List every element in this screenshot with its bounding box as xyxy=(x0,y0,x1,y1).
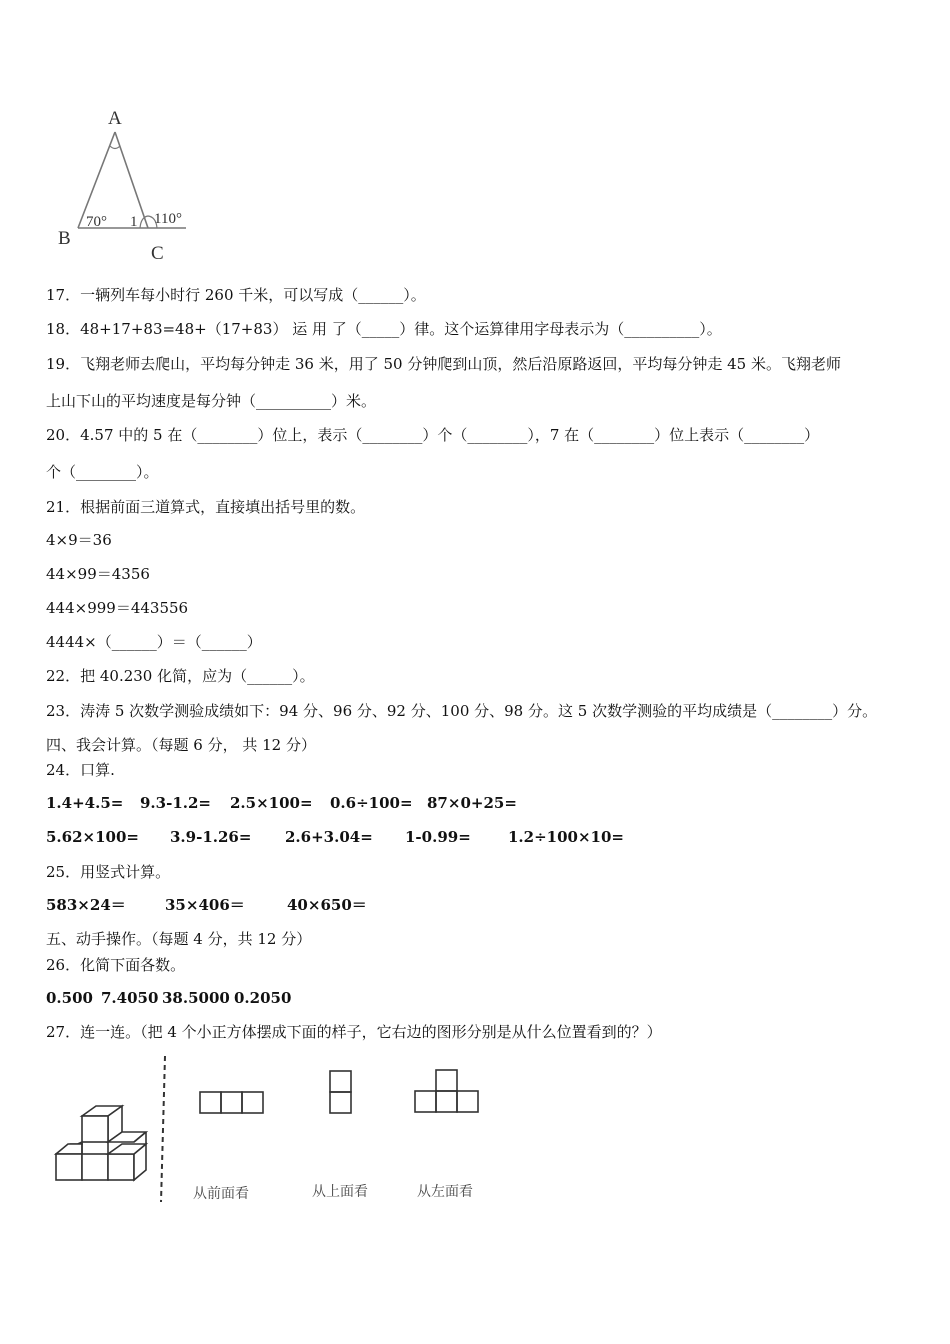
q25-item: 40×650＝ xyxy=(287,896,367,914)
section-5-heading: 五、动手操作。（每题 4 分，共 12 分） xyxy=(46,930,312,948)
dashed-divider xyxy=(161,1056,165,1202)
question-21-equation-3: 444×999＝443556 xyxy=(46,599,189,617)
q26-item: 38.5000 xyxy=(162,989,230,1007)
vertex-a-label: A xyxy=(108,108,122,129)
question-21-equation-4: 4444×（______）＝（______） xyxy=(46,633,262,651)
angle-a-arc xyxy=(110,146,120,149)
question-18: 18．48+17+83=48+（17+83） 运 用 了（_____）律。这个运算律用字母表示为（__________）。 xyxy=(46,320,722,338)
question-25: 25．用竖式计算。 xyxy=(46,863,171,881)
q24-row1-item: 0.6÷100= xyxy=(330,794,413,812)
question-27: 27．连一连。（把 4 个小正方体摆成下面的样子，它右边的图形分别是从什么位置看到的？） xyxy=(46,1023,662,1041)
question-19-line2: 上山下山的平均速度是每分钟（__________）米。 xyxy=(46,392,377,410)
q26-item: 7.4050 xyxy=(101,989,159,1007)
q25-item: 35×406＝ xyxy=(165,896,245,914)
triangle-figure xyxy=(50,104,200,266)
caption-left-view: 从左面看 xyxy=(417,1184,473,1200)
question-21: 21．根据前面三道算式，直接填出括号里的数。 xyxy=(46,498,366,516)
question-24: 24．口算. xyxy=(46,761,115,779)
question-21-equation-1: 4×9＝36 xyxy=(46,531,112,549)
top-view-shape xyxy=(330,1071,351,1113)
q24-row1-item: 2.5×100= xyxy=(230,794,313,812)
question-22: 22．把 40.230 化简，应为（______）。 xyxy=(46,667,315,685)
question-20-line1: 20．4.57 中的 5 在（________）位上，表示（________）个（________），7 在（________）位上表示（________） xyxy=(46,426,820,444)
q26-item: 0.500 xyxy=(46,989,93,1007)
cube-stack-drawing xyxy=(56,1106,146,1180)
angle-1-label: 1 xyxy=(130,214,138,230)
angle-b-label: 70° xyxy=(86,214,107,230)
vertex-b-label: B xyxy=(58,228,71,249)
q24-row2-item: 2.6+3.04= xyxy=(285,828,373,846)
section-4-heading: 四、我会计算。（每题 6 分， 共 12 分） xyxy=(46,736,316,754)
question-26: 26．化简下面各数。 xyxy=(46,956,186,974)
question-19-line1: 19．飞翔老师去爬山，平均每分钟走 36 米，用了 50 分钟爬到山顶，然后沿原路返回，平均每分钟走 45 米。飞翔老师 xyxy=(46,355,841,373)
q26-item: 0.2050 xyxy=(234,989,292,1007)
question-17: 17．一辆列车每小时行 260 千米，可以写成（______）。 xyxy=(46,286,426,304)
left-view-shape xyxy=(415,1070,478,1112)
question-20-line2: 个（________）。 xyxy=(46,463,159,481)
q24-row2-item: 1.2÷100×10= xyxy=(508,828,624,846)
q24-row2-item: 5.62×100= xyxy=(46,828,139,846)
angle-ext-label: 110° xyxy=(154,211,182,227)
front-view-shape xyxy=(200,1092,263,1113)
q24-row1-item: 9.3-1.2= xyxy=(140,794,211,812)
q24-row1-item: 87×0+25= xyxy=(427,794,517,812)
q24-row1-item: 1.4+4.5= xyxy=(46,794,124,812)
caption-top-view: 从上面看 xyxy=(312,1184,368,1200)
question-21-equation-2: 44×99＝4356 xyxy=(46,565,150,583)
caption-front-view: 从前面看 xyxy=(193,1186,249,1202)
q25-item: 583×24＝ xyxy=(46,896,126,914)
q24-row2-item: 1-0.99= xyxy=(405,828,471,846)
question-23: 23．涛涛 5 次数学测验成绩如下：94 分、96 分、92 分、100 分、98 分。这 5 次数学测验的平均成绩是（________）分。 xyxy=(46,702,878,720)
q24-row2-item: 3.9-1.26= xyxy=(170,828,252,846)
cube-figure xyxy=(50,1052,500,1212)
vertex-c-label: C xyxy=(151,243,164,264)
